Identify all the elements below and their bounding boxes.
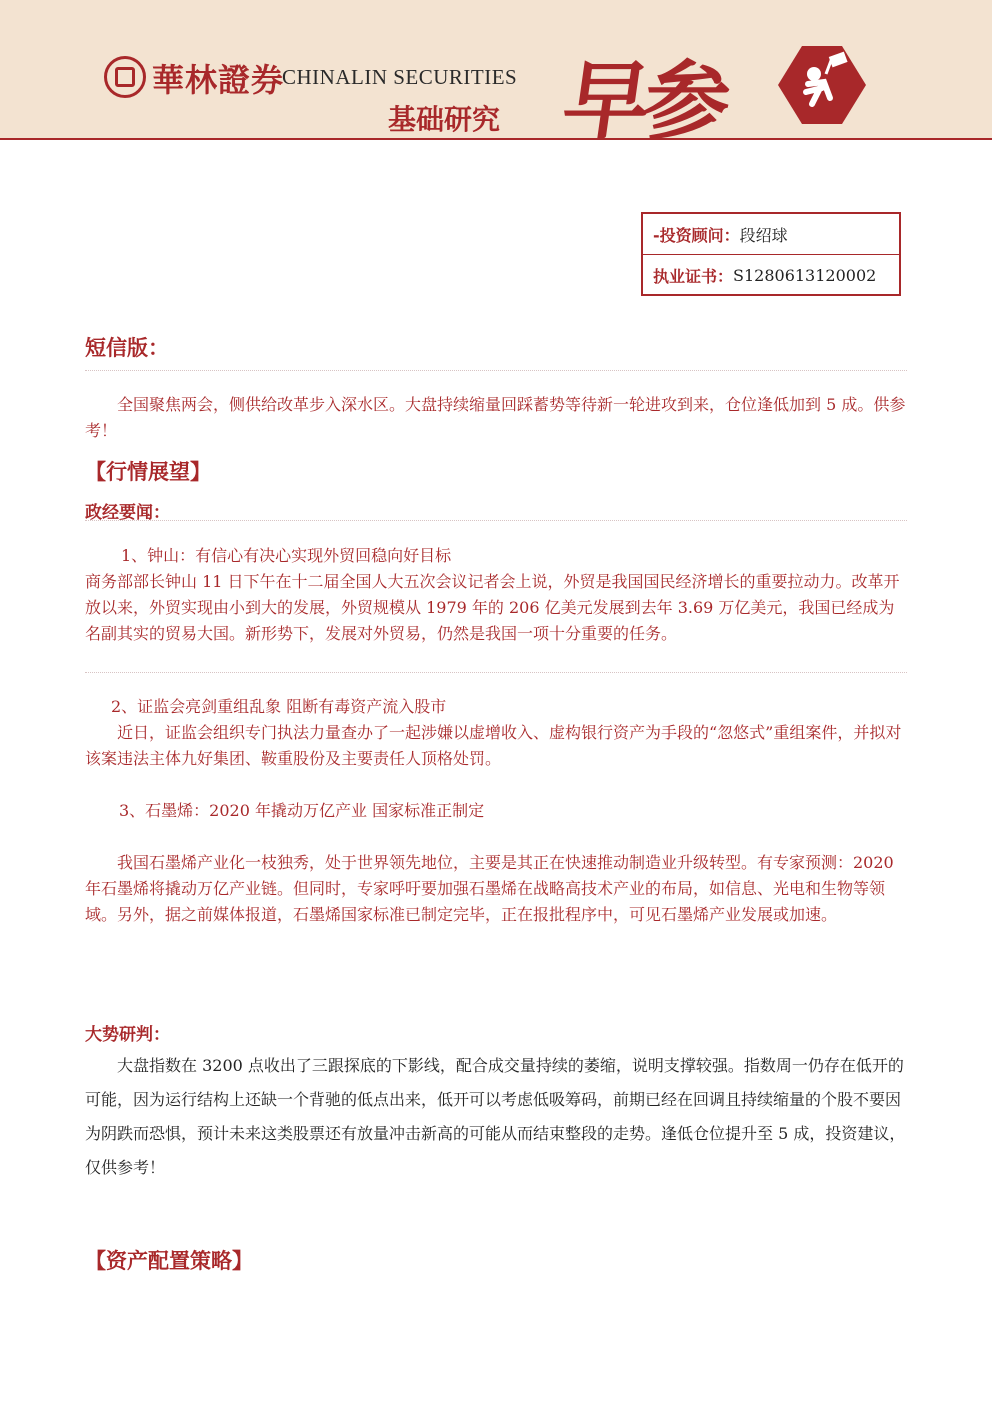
news-item-heading: 3、石墨烯：2020 年撬动万亿产业 国家标准正制定 bbox=[119, 801, 485, 820]
runner-flag-icon bbox=[776, 44, 868, 126]
divider bbox=[85, 370, 907, 371]
news-item-heading: 2、证监会亮剑重组乱象 阻断有毒资产流入股市 bbox=[111, 697, 447, 716]
company-logo-icon bbox=[104, 56, 146, 98]
divider bbox=[85, 672, 907, 673]
news-item-body: 商务部部长钟山 11 日下午在十二届全国人大五次会议记者会上说，外贸是我国国民经济增长的重要拉动力。改革开放以来，外贸实现由小到大的发展，外贸规模从 1979 年的 206 亿美元发展到去年 3.69 万亿美元，我国已经成为名副其实的贸易大国。新形势下，发展对外贸易，仍然是我国一项十分重要的任务。 bbox=[85, 572, 900, 643]
advisor-cert-row bbox=[643, 254, 899, 295]
sms-text: 全国聚焦两会，侧供给改革步入深水区。大盘持续缩量回踩蓄势等待新一轮进攻到来，仓位逢低加到 5 成。供参考！ bbox=[85, 395, 906, 440]
news-item-body: 我国石墨烯产业化一枝独秀，处于世界领先地位，主要是其正在快速推动制造业升级转型。有专家预测：2020 年石墨烯将撬动万亿产业链。但同时，专家呼吁要加强石墨烯在战略高技术产业的布局，如信息、光电和生物等领域。另外，据之前媒体报道，石墨烯国家标准已制定完毕，正在报批程序中，可见石墨烯产业发展或加速。 bbox=[85, 853, 894, 924]
allocation-title: 【资产配置策略】 bbox=[85, 1249, 253, 1273]
trend-text: 大盘指数在 3200 点收出了三跟探底的下影线，配合成交量持续的萎缩，说明支撑较强。指数周一仍存在低开的可能，因为运行结构上还缺一个背驰的低点出来，低开可以考虑低吸筹码，前期已经在回调且持续缩量的个股不要因为阴跌而恐惧，预计未来这类股票还有放量冲击新高的可能从而结束整段的走势。逢低仓位提升至 5 成，投资建议，仅供参考！ bbox=[85, 1056, 906, 1177]
advisor-cert-number: S1280613120002 bbox=[733, 265, 877, 285]
news-item-body: 近日，证监会组织专门执法力量查办了一起涉嫌以虚增收入、虚构银行资产为手段的“忽悠式”重组案件，并拟对该案违法主体九好集团、鞍重股份及主要责任人顶格处罚。 bbox=[85, 723, 902, 768]
research-label: 基础研究 bbox=[388, 103, 501, 136]
calligraphy-title: 早参 bbox=[556, 51, 732, 152]
advisor-cert-label: 执业证书： bbox=[653, 266, 734, 286]
brand-name-english: CHINALIN SECURITIES bbox=[282, 65, 518, 89]
advisor-info-box bbox=[641, 212, 901, 296]
outlook-title: 【行情展望】 bbox=[85, 460, 211, 484]
advisor-name: 段绍球 bbox=[739, 225, 788, 245]
divider bbox=[85, 520, 907, 521]
advisor-name-row bbox=[643, 214, 899, 254]
brand-name-chinese: 華林證券 bbox=[152, 61, 285, 99]
news-title: 政经要闻： bbox=[85, 503, 170, 523]
news-item-heading: 1、钟山：有信心有决心实现外贸回稳向好目标 bbox=[121, 546, 452, 565]
page-header bbox=[0, 0, 992, 152]
sms-title: 短信版： bbox=[85, 336, 169, 360]
advisor-name-label: -投资顾问： bbox=[653, 225, 740, 245]
trend-title: 大势研判： bbox=[85, 1025, 170, 1045]
